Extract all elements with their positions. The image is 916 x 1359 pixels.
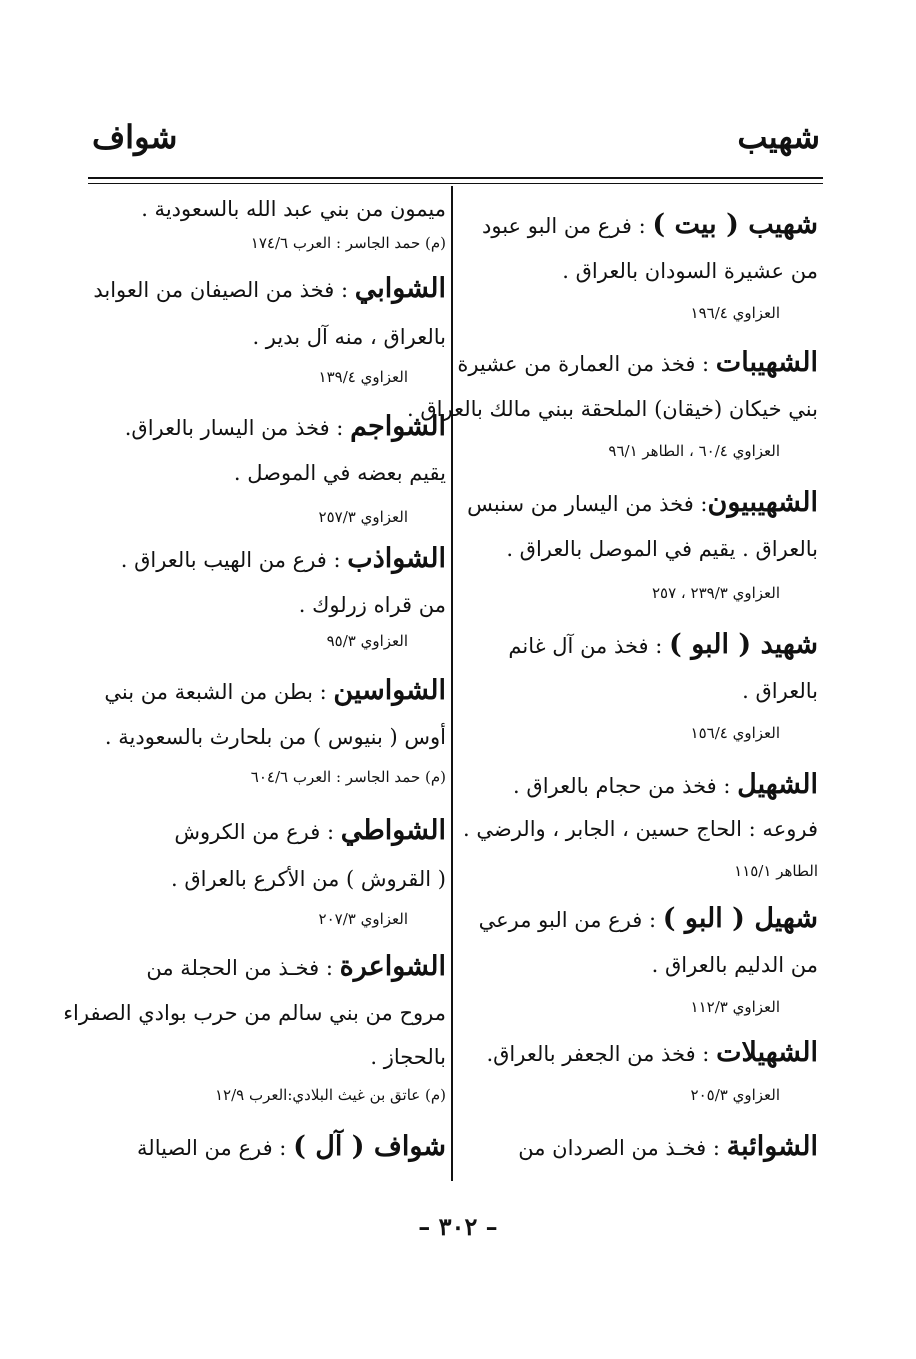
entry-keyword: شهيب ( بيت ) xyxy=(652,209,818,240)
entry-headline xyxy=(125,412,446,443)
entry-description: : فرع من الصيالة xyxy=(137,1136,294,1160)
header-guide-word-left: شواف xyxy=(92,118,178,156)
entry-headline xyxy=(486,1038,818,1069)
entry-text xyxy=(370,1042,446,1072)
entry-headline xyxy=(457,348,818,379)
entry-text xyxy=(141,194,446,224)
entry-keyword: الشواذب xyxy=(347,543,446,574)
entry-description: : فرع من البو مرعي xyxy=(478,908,663,932)
entry-reference: العزاوي ٢٠٧/٣ xyxy=(318,910,408,928)
entry-keyword: الشوابي xyxy=(354,273,446,304)
entry-headline xyxy=(137,1132,446,1163)
entry-text xyxy=(299,590,446,620)
entry-description: أوس ( بنيوس ) من بلحارث بالسعودية . xyxy=(104,725,446,749)
entry-keyword: الشهيبات xyxy=(715,347,818,378)
page-number: – ٣٠٢ – xyxy=(418,1212,498,1241)
entry-reference: العزاوي ٢٥٧/٣ xyxy=(318,508,408,526)
entry-headline xyxy=(104,676,446,707)
entry-headline xyxy=(121,544,446,575)
entry-keyword: شواف ( آل ) xyxy=(293,1131,446,1162)
entry-description: ميمون من بني عبد الله بالسعودية . xyxy=(141,197,446,221)
entry-headline xyxy=(479,904,818,935)
entry-description: ( القروش ) من الأكرع بالعراق . xyxy=(171,867,446,891)
entry-text xyxy=(407,394,818,424)
entry-description: بني خيكان (خيقان) الملحقة ببني مالك بالعراق . xyxy=(407,397,818,421)
entry-description: : فخذ من اليسار بالعراق. xyxy=(124,416,351,440)
entry-description: : فخذ من آل غانم xyxy=(508,634,670,658)
entry-reference: العزاوي ١٩٦/٤ xyxy=(690,304,780,322)
entry-headline xyxy=(482,210,818,241)
entry-description: من عشيرة السودان بالعراق . xyxy=(562,259,818,283)
entry-description: بالعراق ، منه آل بدير . xyxy=(252,325,446,349)
entry-description: من قراه زرلوك . xyxy=(298,593,446,617)
entry-text xyxy=(105,722,446,752)
entry-description: من الدليم بالعراق . xyxy=(651,953,818,977)
entry-description: : فخذ من الصيفان من العوابد xyxy=(93,278,355,302)
entry-text xyxy=(562,256,818,286)
entry-description: : بطن من الشبعة من بني xyxy=(104,680,334,704)
entry-reference: العزاوي ١٣٩/٤ xyxy=(318,368,408,386)
entry-keyword: الشهيلات xyxy=(716,1037,818,1068)
entry-reference: العزاوي ٢٣٩/٣ ، ٢٥٧ xyxy=(651,584,780,602)
entry-description: : فخـذ من الحجلة من xyxy=(146,956,340,980)
entry-headline xyxy=(467,488,818,519)
entry-keyword: الشواجم xyxy=(350,411,446,442)
header-guide-word-right: شهيب xyxy=(737,118,820,156)
entry-keyword: شهيل ( البو ) xyxy=(662,903,818,934)
entry-headline xyxy=(513,770,818,801)
entry-keyword: شهيد ( البو ) xyxy=(669,629,818,660)
entry-description: : فخذ من اليسار من سنبس xyxy=(467,492,708,516)
entry-description: : فخذ من الجعفر بالعراق. xyxy=(486,1042,717,1066)
entry-keyword: الشواعرة xyxy=(339,951,446,982)
entry-reference: العزاوي ٢٠٥/٣ xyxy=(690,1086,780,1104)
entry-reference: (م) حمد الجاسر : العرب ٦٠٤/٦ xyxy=(250,768,446,786)
entry-description: يقيم بعضه في الموصل . xyxy=(233,461,446,485)
header-rule-thin xyxy=(88,183,823,184)
entry-description: بالحجاز . xyxy=(370,1045,446,1069)
entry-reference: الطاهر ١١٥/١ xyxy=(734,862,818,880)
entry-headline xyxy=(93,274,446,305)
entry-text xyxy=(742,676,818,706)
entry-text xyxy=(234,458,446,488)
entry-description: بالعراق . xyxy=(742,679,818,703)
entry-keyword: الشواطي xyxy=(340,815,446,846)
entry-description: : فخذ من حجام بالعراق . xyxy=(513,774,738,798)
entry-text xyxy=(506,534,818,564)
entry-description: : فرع من البو عبود xyxy=(482,214,653,238)
entry-reference: (م) حمد الجاسر : العرب ١٧٤/٦ xyxy=(250,234,446,252)
entry-description: : فخذ من العمارة من عشيرة xyxy=(457,352,716,376)
entry-reference: العزاوي ١١٢/٣ xyxy=(690,998,780,1016)
entry-description: بالعراق . يقيم في الموصل بالعراق . xyxy=(506,537,818,561)
entry-description: : فرع من الهيب بالعراق . xyxy=(120,548,348,572)
entry-text xyxy=(252,322,446,352)
entry-keyword: الشهيل xyxy=(737,769,818,800)
entry-headline xyxy=(174,816,446,847)
entry-reference: العزاوي ١٥٦/٤ xyxy=(690,724,780,742)
header-rule xyxy=(88,177,823,179)
entry-keyword: الشهيبيون xyxy=(707,487,818,518)
entry-text xyxy=(463,814,818,844)
entry-text xyxy=(63,998,446,1028)
entry-keyword: الشوائبة xyxy=(726,1131,818,1162)
entry-description: : فرع من الكروش xyxy=(174,820,341,844)
entry-description: مروح من بني سالم من حرب بوادي الصفراء xyxy=(63,1001,446,1025)
entry-reference: (م) عاتق بن غيث البلادي:العرب ١٢/٩ xyxy=(214,1086,446,1104)
entry-reference: العزاوي ٩٥/٣ xyxy=(326,632,408,650)
entry-text xyxy=(652,950,818,980)
entry-reference: العزاوي ٦٠/٤ ، الطاهر ٩٦/١ xyxy=(608,442,780,460)
entry-text xyxy=(171,864,446,894)
entry-headline xyxy=(146,952,446,983)
entry-keyword: الشواسين xyxy=(333,675,446,706)
entry-description: : فخـذ من الصردان من xyxy=(518,1136,727,1160)
entry-description: فروعه : الحاج حسين ، الجابر ، والرضي . xyxy=(463,817,818,841)
entry-headline xyxy=(518,1132,818,1163)
entry-headline xyxy=(508,630,818,661)
column-divider xyxy=(451,186,453,1181)
